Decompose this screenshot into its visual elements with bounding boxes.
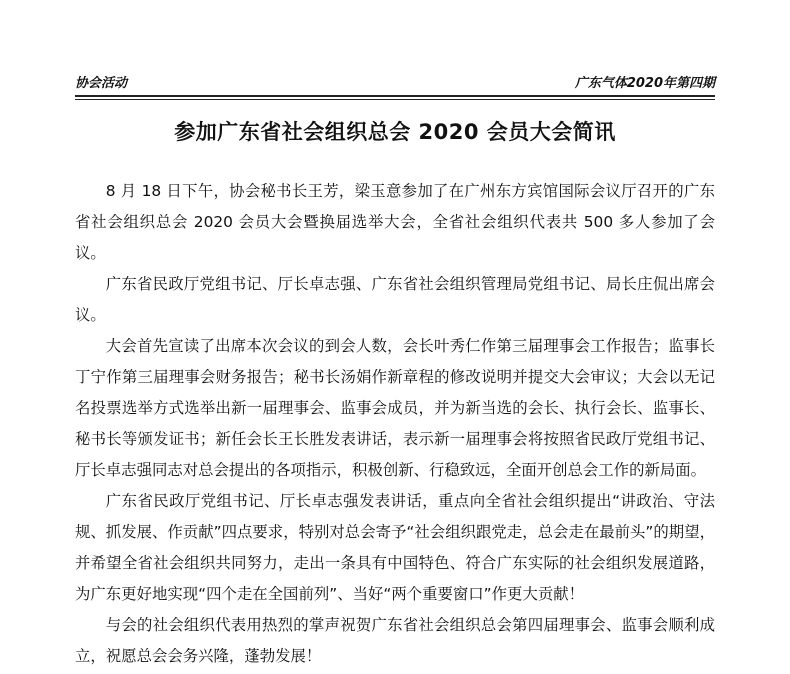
header-divider	[75, 95, 715, 97]
paragraph-4: 广东省民政厅党组书记、厅长卓志强发表讲话，重点向全省社会组织提出“讲政治、守法规、抓发展、作贡献”四点要求，特别对总会寄予“社会组织跟党走，总会走在最前头”的期望，并希望全省社会组织共同努力，走出一条具有中国特色、符合广东实际的社会组织发展道路，为广东更好地实现“四个走在全国前列”、当好“两个重要窗口”作更大贡献！	[75, 492, 715, 603]
article-title: 参加广东省社会组织总会 2020 会员大会简讯	[174, 120, 616, 144]
paragraph-3: 大会首先宣读了出席本次会议的到会人数，会长叶秀仁作第三届理事会工作报告；监事长丁宁作第三届理事会财务报告；秘书长汤娟作新章程的修改说明并提交大会审议；大会以无记名投票选举方式选举出新一届理事会、监事会成员，并为新当选的会长、执行会长、监事长、秘书长等颁发证书；新任会长王长胜发表讲话，表示新一届理事会将按照省民政厅党组书记、厅长卓志强同志对总会提出的各项指示，积极创新、行稳致远，全面开创总会工作的新局面。	[75, 337, 715, 479]
page-header	[75, 70, 715, 92]
paragraph-5: 与会的社会组织代表用热烈的掌声祝贺广东省社会组织总会第四届理事会、监事会顺利成立，祝愿总会会务兴隆，蓬勃发展！	[75, 616, 715, 665]
issue-label: 广东气体2020年第四期	[574, 76, 715, 91]
paragraph-1: 8 月 18 日下午，协会秘书长王芳，梁玉意参加了在广州东方宾馆国际会议厅召开的广东省社会组织总会 2020 会员大会暨换届选举大会，全省社会组织代表共 500 多人参加了会议。	[75, 182, 715, 262]
paragraph-2: 广东省民政厅党组书记、厅长卓志强、广东省社会组织管理局党组书记、局长庄侃出席会议。	[75, 275, 715, 324]
section-label: 协会活动	[75, 76, 128, 91]
header-divider-thin	[75, 99, 715, 100]
article-body	[75, 176, 715, 672]
